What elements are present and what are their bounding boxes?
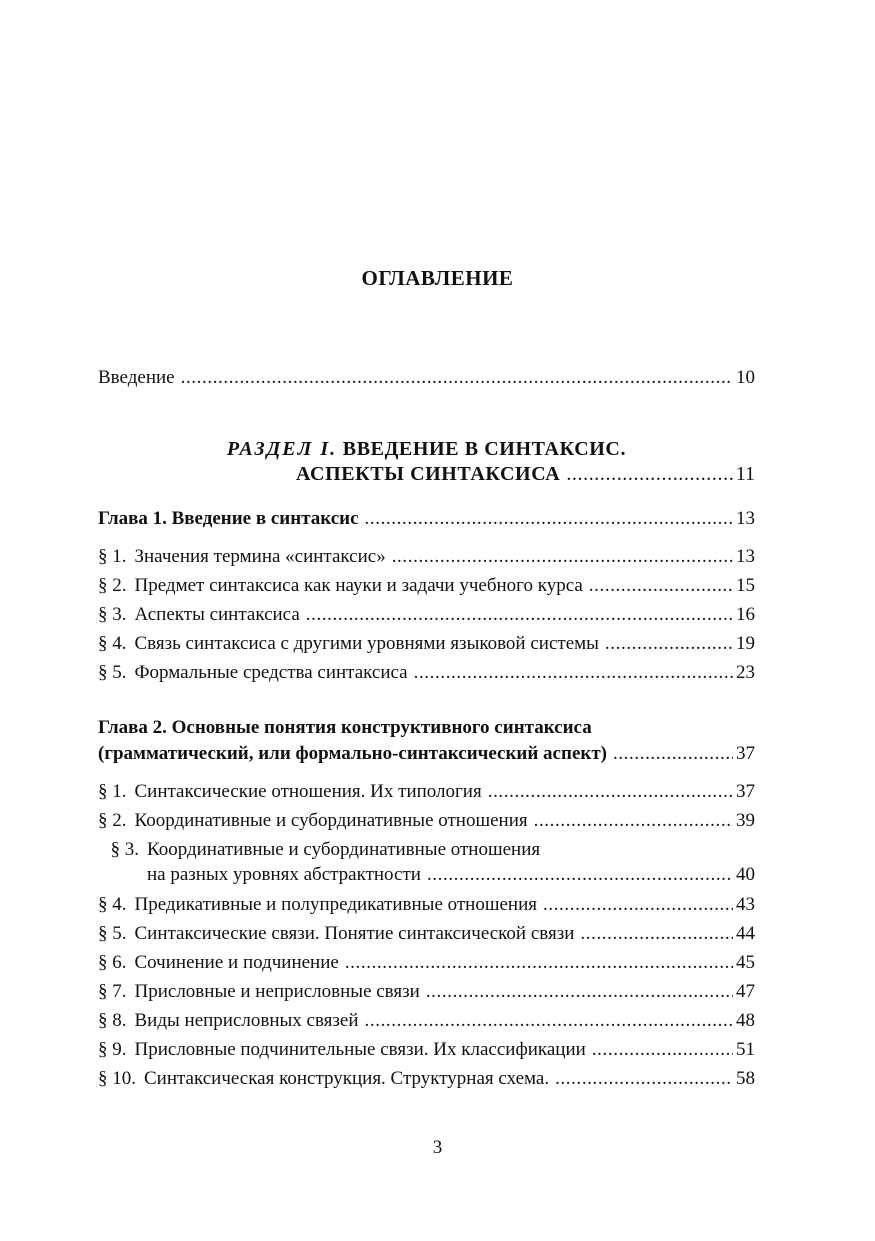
toc-section[interactable]	[98, 603, 755, 627]
leader-dots	[613, 742, 733, 766]
toc-page-number: 51	[736, 1039, 755, 1060]
section-title: Предикативные и полупредикативные отношения	[134, 894, 537, 915]
chapter-title-cont: (грамматический, или формально-синтаксический аспект)	[98, 743, 607, 764]
leader-dots	[534, 809, 733, 833]
toc-section[interactable]	[98, 1067, 755, 1091]
section-title: Аспекты синтаксиса	[134, 604, 300, 625]
section-title: Синтаксическая конструкция. Структурная схема.	[144, 1068, 550, 1089]
toc-section[interactable]	[98, 922, 755, 946]
toc-section[interactable]	[147, 863, 755, 887]
toc-page-number: 37	[736, 781, 755, 802]
part-title-line2: АСПЕКТЫ СИНТАКСИСА	[296, 463, 561, 485]
section-title: Предмет синтаксиса как науки и задачи учебного курса	[134, 575, 583, 596]
page-number-footer: 3	[432, 1137, 443, 1158]
section-number: § 5.	[98, 923, 127, 944]
leader-dots	[566, 463, 732, 487]
toc-entry-label: Введение	[98, 367, 175, 388]
toc-page-number: 48	[736, 1010, 755, 1031]
section-title: Виды неприсловных связей	[134, 1010, 359, 1031]
toc-page-number: 13	[736, 546, 755, 567]
section-number: § 1.	[98, 546, 127, 567]
section-number: § 3.	[110, 839, 139, 860]
leader-dots	[605, 632, 733, 656]
leader-dots	[365, 507, 733, 531]
toc-page-number: 11	[735, 463, 755, 485]
section-title-cont: на разных уровнях абстрактности	[147, 864, 421, 885]
section-number: § 3.	[98, 604, 127, 625]
toc-section[interactable]	[98, 951, 755, 975]
leader-dots	[306, 603, 733, 627]
toc-page-number: 19	[736, 633, 755, 654]
toc-page-number: 43	[736, 894, 755, 915]
toc-section[interactable]	[98, 980, 755, 1004]
toc-page-number: 58	[736, 1068, 755, 1089]
section-title: Присловные подчинительные связи. Их классификации	[134, 1039, 586, 1060]
toc-section[interactable]	[98, 574, 755, 598]
section-number: § 9.	[98, 1039, 127, 1060]
part-heading[interactable]	[98, 437, 755, 461]
section-title: Формальные средства синтаксиса	[134, 662, 408, 683]
toc-chapter-2-line1[interactable]	[98, 716, 755, 740]
section-number: § 2.	[98, 810, 127, 831]
toc-section[interactable]	[98, 545, 755, 569]
section-number: § 5.	[98, 662, 127, 683]
leader-dots	[414, 661, 733, 685]
section-number: § 8.	[98, 1010, 127, 1031]
leader-dots	[488, 780, 733, 804]
toc-chapter-2[interactable]	[98, 742, 755, 766]
toc-page-number: 44	[736, 923, 755, 944]
section-number: § 2.	[98, 575, 127, 596]
section-number: § 7.	[98, 981, 127, 1002]
toc-page-number: 15	[736, 575, 755, 596]
part-label: РАЗДЕЛ I.	[226, 438, 338, 460]
toc-page-number: 10	[736, 367, 755, 388]
toc-page-number: 13	[736, 508, 755, 529]
leader-dots	[555, 1067, 733, 1091]
section-title: Синтаксические отношения. Их типология	[134, 781, 482, 802]
leader-dots	[365, 1009, 733, 1033]
section-number: § 4.	[98, 894, 127, 915]
chapter-title: Глава 2. Основные понятия конструктивного синтаксиса	[98, 717, 592, 738]
toc-section[interactable]	[98, 809, 755, 833]
toc-page-number: 40	[736, 864, 755, 885]
toc-section[interactable]	[98, 780, 755, 804]
toc-page-number: 23	[736, 662, 755, 683]
toc-page-number: 45	[736, 952, 755, 973]
leader-dots	[543, 893, 733, 917]
part-heading-line2[interactable]	[296, 463, 755, 487]
leader-dots	[392, 545, 733, 569]
toc-section[interactable]	[98, 632, 755, 656]
leader-dots	[181, 366, 733, 390]
leader-dots	[345, 951, 733, 975]
toc-section[interactable]	[98, 661, 755, 685]
leader-dots	[580, 922, 733, 946]
toc-section[interactable]	[98, 893, 755, 917]
section-title: Координативные и субординативные отношения	[134, 810, 528, 831]
section-number: § 4.	[98, 633, 127, 654]
toc-section-line1[interactable]	[98, 838, 755, 862]
chapter-title: Глава 1. Введение в синтаксис	[98, 508, 359, 529]
section-number: § 10.	[98, 1068, 136, 1089]
section-title: Сочинение и подчинение	[134, 952, 339, 973]
section-title: Связь синтаксиса с другими уровнями языковой системы	[134, 633, 599, 654]
section-title: Присловные и неприсловные связи	[134, 981, 420, 1002]
page-title: ОГЛАВЛЕНИЕ	[361, 266, 514, 290]
toc-entry-intro[interactable]	[98, 366, 755, 390]
part-title-line1: ВВЕДЕНИЕ В СИНТАКСИС.	[342, 438, 627, 460]
toc-page-number: 47	[736, 981, 755, 1002]
toc-chapter-1[interactable]	[98, 507, 755, 531]
section-number: § 1.	[98, 781, 127, 802]
toc-page-number: 39	[736, 810, 755, 831]
leader-dots	[426, 980, 733, 1004]
toc-page-number: 37	[736, 743, 755, 764]
leader-dots	[592, 1038, 733, 1062]
section-title: Синтаксические связи. Понятие синтаксической связи	[134, 923, 575, 944]
section-title: Координативные и субординативные отношения	[147, 839, 541, 860]
section-number: § 6.	[98, 952, 127, 973]
leader-dots	[427, 863, 733, 887]
leader-dots	[589, 574, 733, 598]
toc-section[interactable]	[98, 1009, 755, 1033]
toc-section[interactable]	[98, 1038, 755, 1062]
section-title: Значения термина «синтаксис»	[134, 546, 386, 567]
toc-page-number: 16	[736, 604, 755, 625]
